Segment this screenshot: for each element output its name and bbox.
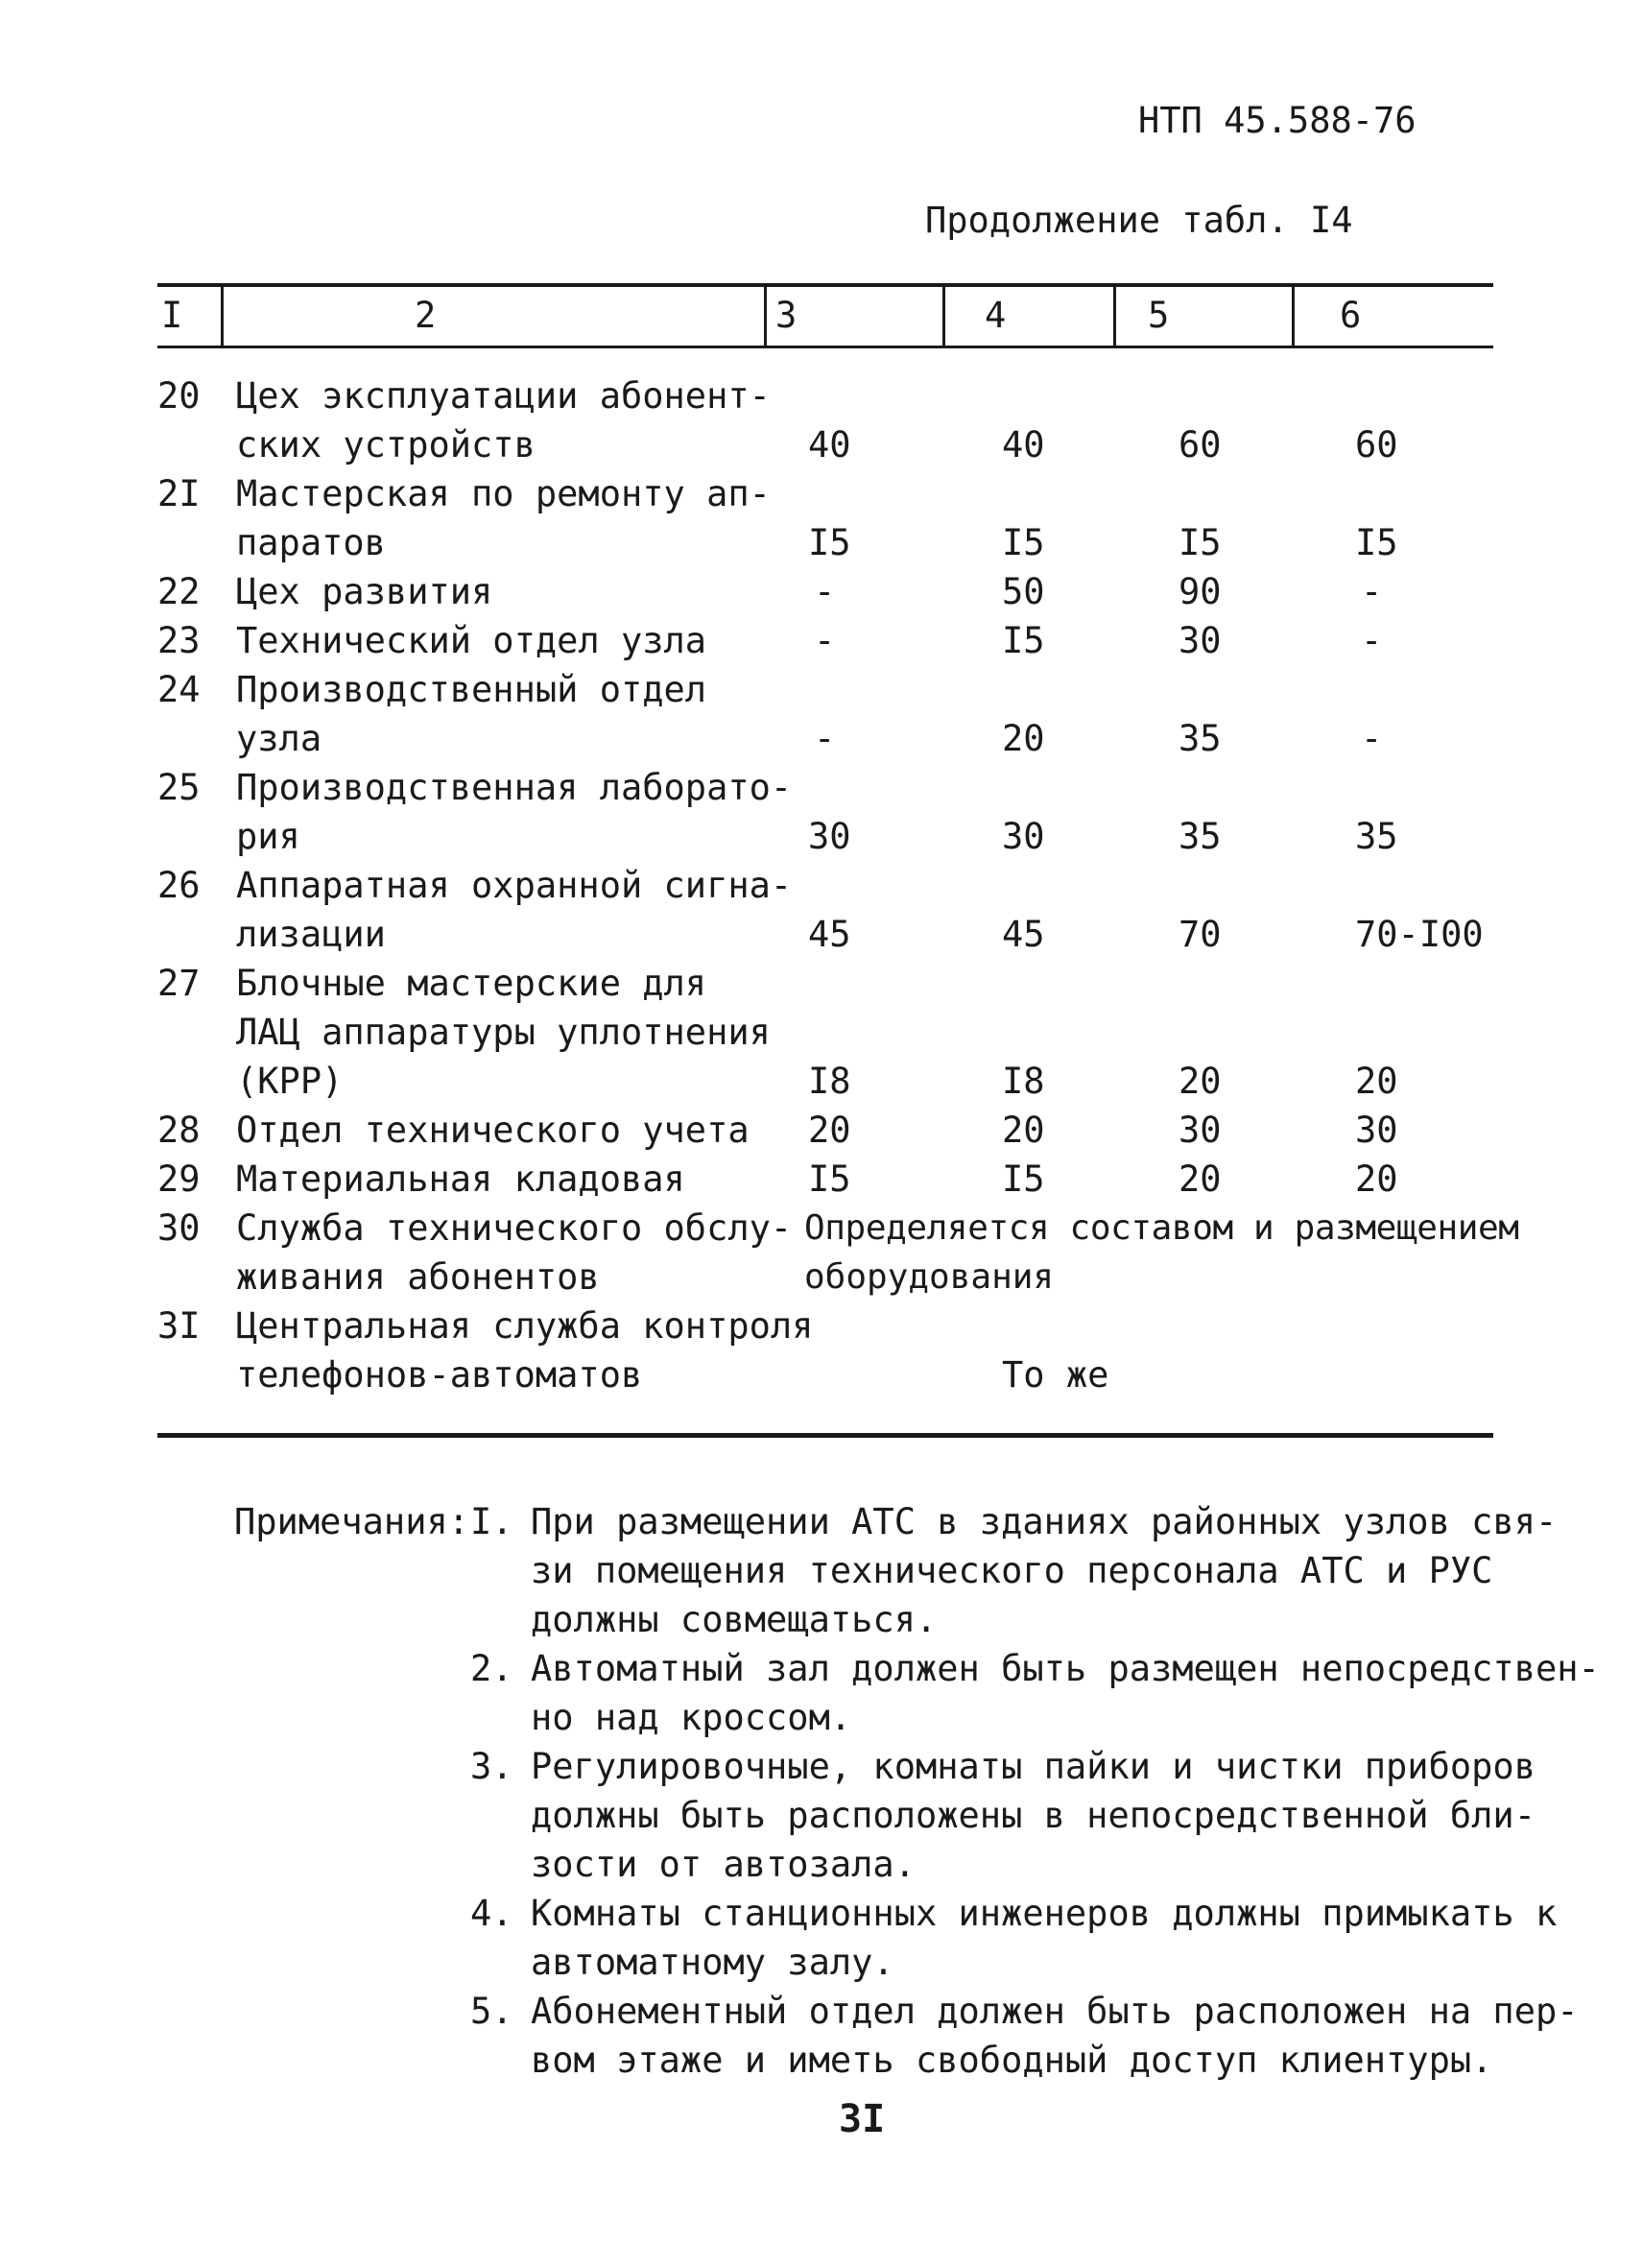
cell-col3: - <box>814 571 836 612</box>
page-number: 3I <box>839 2097 886 2141</box>
cell-col6: - <box>1361 571 1383 612</box>
cell-col4: I5 <box>1002 522 1045 563</box>
cell-col6: 20 <box>1355 1061 1398 1102</box>
row-name-line: Производственный отдел <box>236 669 707 710</box>
cell-col4: I8 <box>1002 1061 1045 1102</box>
row-name-line: живания абонентов <box>236 1256 600 1298</box>
cell-col4: 20 <box>1002 718 1045 759</box>
cell-col5: 30 <box>1179 1110 1222 1151</box>
note-line: вом этаже и иметь свободный доступ клиентуры. <box>531 2040 1493 2081</box>
note-number: 4. <box>470 1893 513 1934</box>
cell-col4: I5 <box>1002 620 1045 661</box>
notes-lead: Примечания: <box>234 1501 470 1542</box>
row-name-line: Технический отдел узла <box>236 620 707 661</box>
cell-col6: 20 <box>1355 1158 1398 1200</box>
note-line: но над кроссом. <box>531 1697 852 1738</box>
note-line: Комнаты станционных инженеров должны примыкать к <box>531 1893 1558 1934</box>
col-header-6: 6 <box>1340 295 1362 336</box>
row-name-line: Мастерская по ремонту ап- <box>236 473 771 514</box>
row-name-line: рия <box>236 816 300 857</box>
row-number: 27 <box>157 963 201 1004</box>
cell-col3: 40 <box>808 424 851 466</box>
col-header-2: 2 <box>415 295 437 336</box>
cell-col3: 30 <box>808 816 851 857</box>
row-name-line: Цех эксплуатации абонент- <box>236 375 771 417</box>
row-number: 28 <box>157 1110 201 1151</box>
spanning-note-line: Определяется составом и размещением <box>804 1208 1519 1248</box>
row-number: 25 <box>157 767 201 808</box>
row-name-line: ЛАЦ аппаратуры уплотнения <box>236 1012 771 1053</box>
row-number: 23 <box>157 620 201 661</box>
note-number: 2. <box>470 1648 513 1689</box>
row-name-line: Отдел технического учета <box>236 1110 750 1151</box>
col-divider <box>764 286 767 347</box>
cell-col5: 30 <box>1179 620 1222 661</box>
cell-col6: 60 <box>1355 424 1398 466</box>
same-as-above: То же <box>1002 1354 1109 1396</box>
row-number: 26 <box>157 865 201 906</box>
row-name-line: (КРР) <box>236 1061 344 1102</box>
note-line: зости от автозала. <box>531 1844 916 1885</box>
note-line: При размещении АТС в зданиях районных узлов свя- <box>531 1501 1558 1542</box>
table-caption: Продолжение табл. I4 <box>925 200 1353 241</box>
note-line: Автоматный зал должен быть размещен непосредствен- <box>531 1648 1600 1689</box>
col-divider <box>942 286 945 347</box>
note-number: 5. <box>470 1991 513 2032</box>
row-name-line: Аппаратная охранной сигна- <box>236 865 793 906</box>
document-code: НТП 45.588-76 <box>1138 100 1417 141</box>
cell-col3: I8 <box>808 1061 851 1102</box>
row-name-line: лизации <box>236 914 386 955</box>
cell-col5: I5 <box>1179 522 1222 563</box>
note-line: Регулировочные, комнаты пайки и чистки приборов <box>531 1746 1536 1787</box>
row-number: 24 <box>157 669 201 710</box>
row-name-line: телефонов-автоматов <box>236 1354 643 1396</box>
col-header-4: 4 <box>985 295 1007 336</box>
cell-col6: 30 <box>1355 1110 1398 1151</box>
cell-col4: 30 <box>1002 816 1045 857</box>
note-line: автоматному залу. <box>531 1942 894 1983</box>
cell-col5: 20 <box>1179 1158 1222 1200</box>
col-divider <box>1113 286 1116 347</box>
note-number: 3. <box>470 1746 513 1787</box>
note-number: I. <box>470 1501 513 1542</box>
cell-col5: 90 <box>1179 571 1222 612</box>
col-header-1: I <box>161 295 183 336</box>
cell-col4: 45 <box>1002 914 1045 955</box>
cell-col6: - <box>1361 620 1383 661</box>
col-header-5: 5 <box>1148 295 1170 336</box>
row-name-line: Блочные мастерские для <box>236 963 707 1004</box>
cell-col6: I5 <box>1355 522 1398 563</box>
note-line: Абонементный отдел должен быть расположен на пер- <box>531 1991 1579 2032</box>
cell-col6: 35 <box>1355 816 1398 857</box>
row-number: 22 <box>157 571 201 612</box>
cell-col3: I5 <box>808 522 851 563</box>
row-name-line: ских устройств <box>236 424 536 466</box>
row-name-line: Цех развития <box>236 571 493 612</box>
col-divider <box>1292 286 1295 347</box>
cell-col4: 20 <box>1002 1110 1045 1151</box>
cell-col3: I5 <box>808 1158 851 1200</box>
note-line: должны совмещаться. <box>531 1599 938 1640</box>
cell-col4: 40 <box>1002 424 1045 466</box>
cell-col5: 35 <box>1179 718 1222 759</box>
cell-col4: I5 <box>1002 1158 1045 1200</box>
cell-col3: 45 <box>808 914 851 955</box>
row-name-line: Материальная кладовая <box>236 1158 685 1200</box>
row-name-line: узла <box>236 718 322 759</box>
cell-col5: 70 <box>1179 914 1222 955</box>
cell-col3: - <box>814 718 836 759</box>
row-number: 30 <box>157 1207 201 1249</box>
spanning-note-line: оборудования <box>804 1257 1055 1297</box>
cell-col6: - <box>1361 718 1383 759</box>
row-name-line: Служба технического обслу- <box>236 1207 793 1249</box>
cell-col6: 70-I00 <box>1355 914 1484 955</box>
cell-col5: 35 <box>1179 816 1222 857</box>
col-divider <box>221 286 224 347</box>
row-name-line: Производственная лаборато- <box>236 767 793 808</box>
cell-col4: 50 <box>1002 571 1045 612</box>
note-line: должны быть расположены в непосредственной бли- <box>531 1795 1536 1836</box>
cell-col3: - <box>814 620 836 661</box>
row-number: 20 <box>157 375 201 417</box>
cell-col3: 20 <box>808 1110 851 1151</box>
row-number: 29 <box>157 1158 201 1200</box>
cell-col5: 60 <box>1179 424 1222 466</box>
cell-col5: 20 <box>1179 1061 1222 1102</box>
col-header-3: 3 <box>775 295 798 336</box>
table-bottom-rule <box>157 1433 1493 1438</box>
note-line: зи помещения технического персонала АТС и РУС <box>531 1550 1493 1591</box>
row-name-line: Центральная служба контроля <box>236 1305 814 1347</box>
row-name-line: паратов <box>236 522 386 563</box>
row-number: 2I <box>157 473 201 514</box>
row-number: 3I <box>157 1305 201 1347</box>
